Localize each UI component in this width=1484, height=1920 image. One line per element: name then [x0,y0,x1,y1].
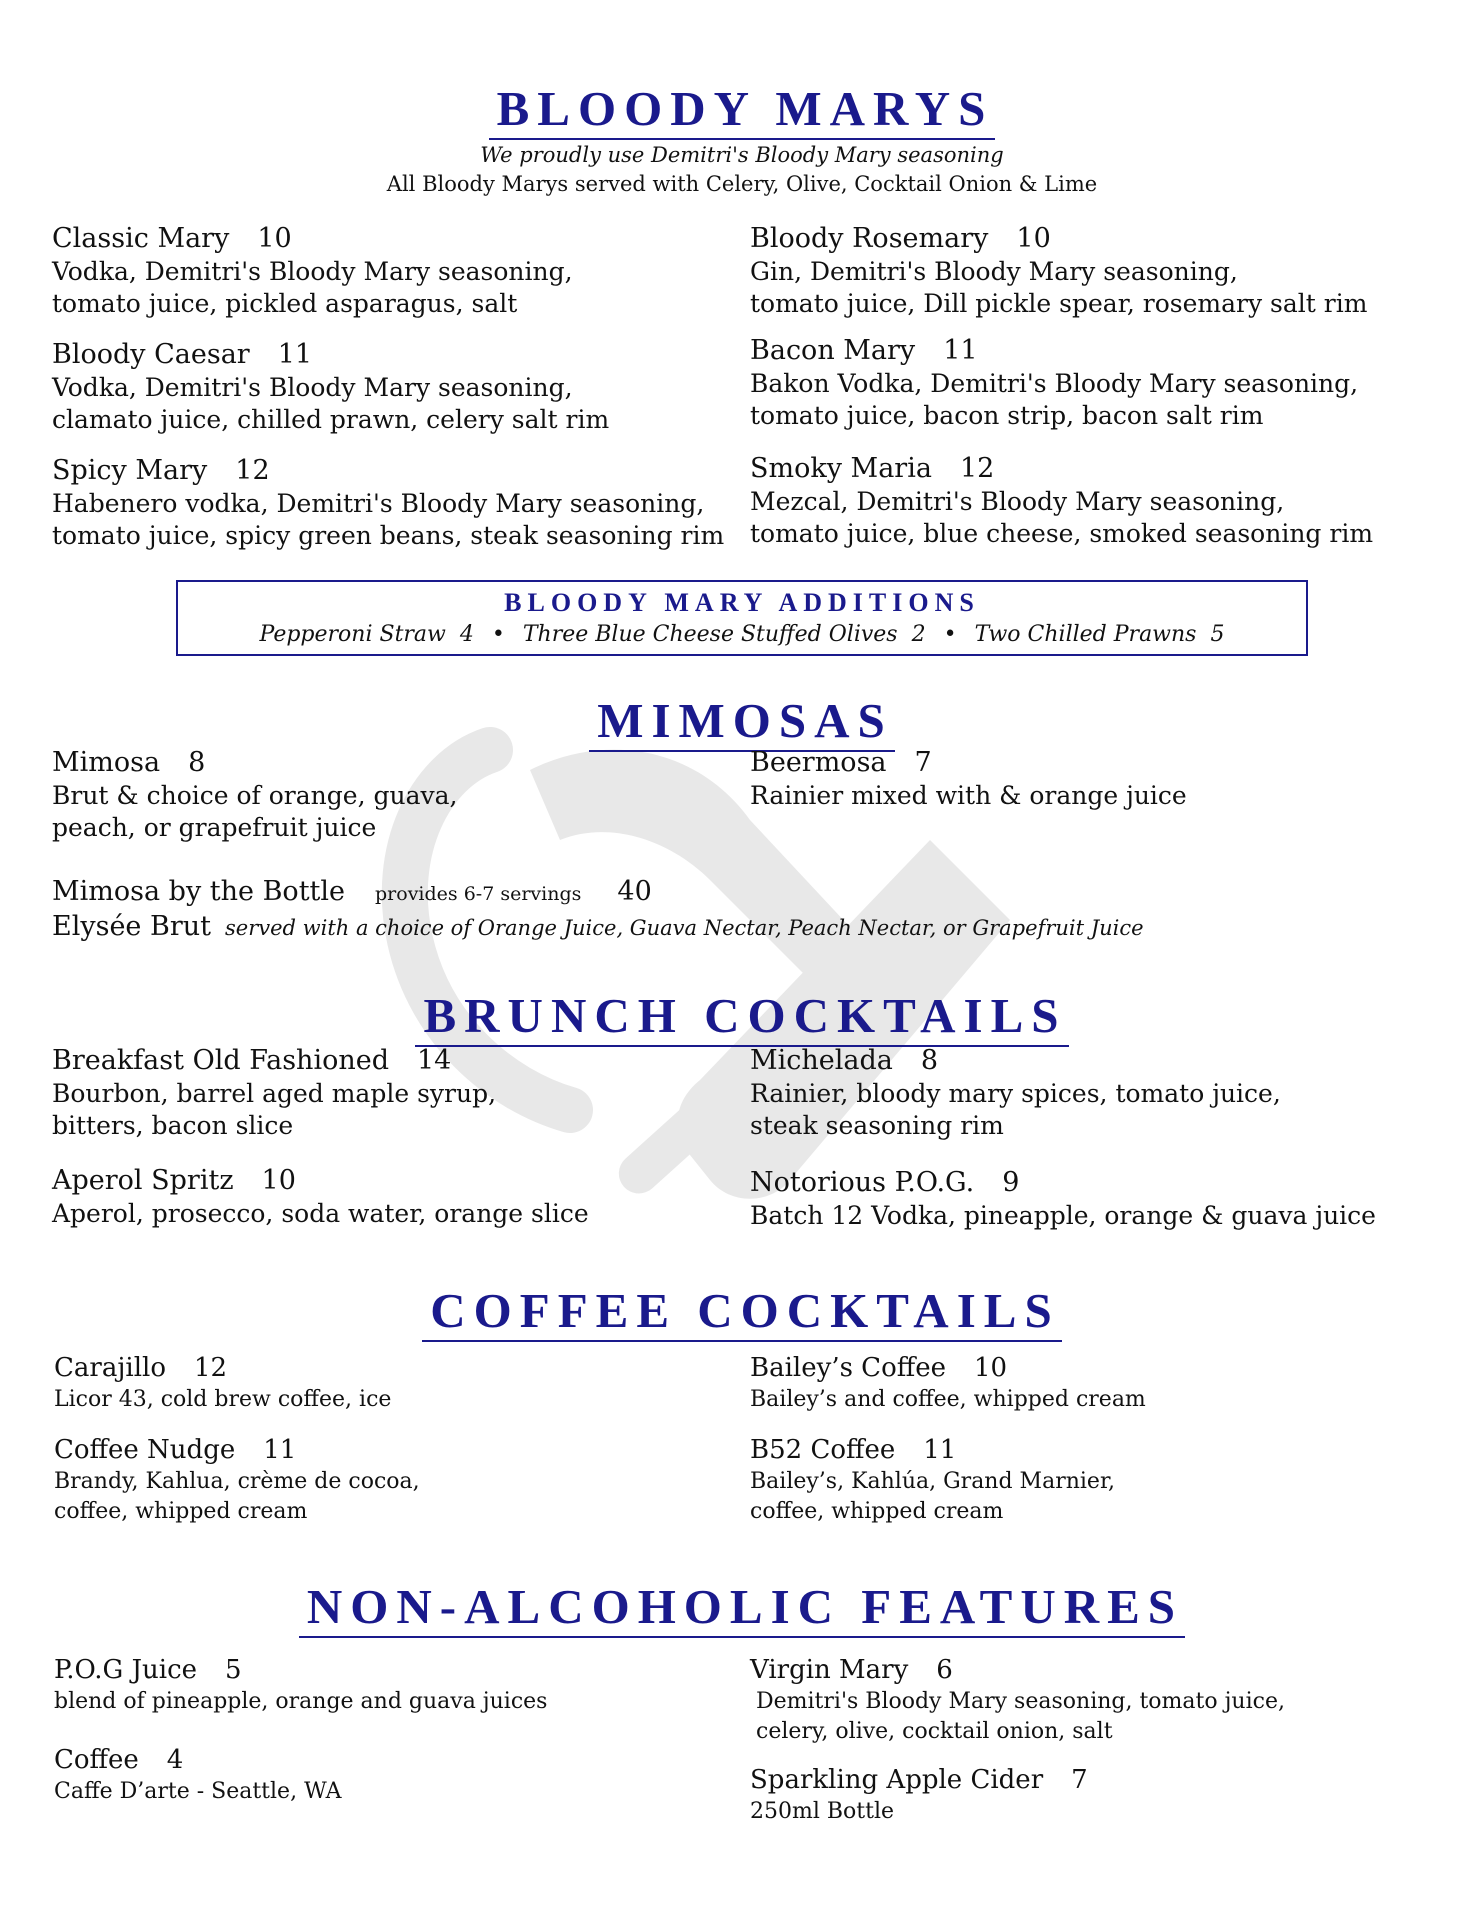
item-price: 4 [166,1745,184,1775]
addition-name: Pepperoni Straw [259,622,446,647]
menu-item [750,452,1373,550]
menu-item [750,334,1358,432]
bottle-wine: Elysée Brut [52,911,211,942]
section-title-bloody-marys: BLOODY MARYS [0,84,1484,140]
menu-item [54,1654,547,1717]
item-description: 250ml Bottle [750,1798,895,1824]
item-description: Habenero vodka, Demitri's Bloody Mary seasoning, tomato juice, spicy green beans, steak seasoning rim [52,488,725,550]
item-description: Rainier, bloody mary spices, tomato juice, steak seasoning rim [750,1078,1281,1140]
addition-name: Two Chilled Prawns [974,622,1197,647]
item-description: Caffe D’arte - Seattle, WA [54,1778,342,1804]
item-description: Vodka, Demitri's Bloody Mary seasoning, clamato juice, chilled prawn, celery salt rim [52,372,610,434]
item-name: B52 Coffee [750,1435,896,1465]
menu-item [52,222,573,320]
menu-item [750,746,1187,812]
item-description: Licor 43, cold brew coffee, ice [54,1386,392,1412]
seasoning-note: We proudly use Demitri's Bloody Mary seasoning [480,143,1004,167]
item-description: Bailey’s and coffee, whipped cream [750,1386,1146,1412]
item-description: Brut & choice of orange, guava, peach, or grapefruit juice [52,780,458,842]
item-name: P.O.G Juice [54,1655,198,1685]
item-name: Bacon Mary [750,335,916,366]
item-name: Spicy Mary [52,455,208,486]
item-name: Sparkling Apple Cider [750,1765,1044,1795]
menu-item [52,1044,496,1142]
menu-item [750,222,1367,320]
item-price: 11 [263,1435,297,1465]
bottle-price: 40 [617,876,652,907]
bottle-name: Mimosa by the Bottle [52,876,346,907]
item-name: Smoky Maria [750,453,932,484]
item-price: 14 [417,1045,452,1076]
item-price: 7 [1071,1765,1088,1795]
item-description: Aperol, prosecco, soda water, orange slice [52,1198,589,1228]
item-description: Batch 12 Vodka, pineapple, orange & guava juice [750,1200,1376,1230]
item-description: Mezcal, Demitri's Bloody Mary seasoning, tomato juice, blue cheese, smoked seasoning rim [750,486,1374,548]
addition-price: 4 [459,622,474,647]
item-name: Mimosa [52,747,161,778]
item-name: Notorious P.O.G. [750,1167,975,1198]
item-description: Brandy, Kahlua, crème de cocoa, coffee, whipped cream [54,1468,420,1524]
section-title-mimosas: MIMOSAS [0,696,1484,752]
item-price: 10 [261,1165,296,1196]
item-description: Bailey’s, Kahlúa, Grand Marnier, coffee, whipped cream [750,1468,1116,1524]
additions-list [178,622,1306,647]
item-description: blend of pineapple, orange and guava juices [54,1688,548,1714]
bottle-item [52,876,1144,942]
item-price: 5 [225,1655,242,1685]
menu-item [750,1044,1281,1142]
item-name: Aperol Spritz [52,1165,234,1196]
item-name: Bloody Rosemary [750,223,989,254]
menu-item [750,1166,1376,1232]
bottle-note: served with a choice of Orange Juice, Guava Nectar, Peach Nectar, or Grapefruit Juice [224,916,1144,940]
additions-title: BLOODY MARY ADDITIONS [504,588,980,617]
item-description: Gin, Demitri's Bloody Mary seasoning, tomato juice, Dill pickle spear, rosemary salt rim [750,256,1368,318]
item-name: Carajillo [54,1353,166,1383]
item-price: 7 [914,747,932,778]
addition-price: 2 [911,622,926,647]
item-description: Bakon Vodka, Demitri's Bloody Mary seasoning, tomato juice, bacon strip, bacon salt rim [750,368,1359,430]
separator-dot: • [491,622,505,647]
section-title-brunch-cocktails: BRUNCH COCKTAILS [0,991,1484,1047]
item-name: Breakfast Old Fashioned [52,1045,389,1076]
section-title-non-alcoholic: NON-ALCOHOLIC FEATURES [0,1582,1484,1638]
item-price: 12 [235,455,270,486]
item-price: 8 [188,747,206,778]
menu-item [52,746,457,844]
separator-dot: • [943,622,957,647]
menu-item [750,1352,1146,1415]
item-name: Coffee [54,1745,139,1775]
item-price: 8 [920,1045,939,1076]
item-name: Bailey’s Coffee [750,1353,946,1383]
additions-box [176,580,1308,656]
item-name: Classic Mary [52,223,230,254]
menu-item [750,1764,1088,1827]
item-name: Michelada [750,1045,893,1076]
item-name: Beermosa [750,747,887,778]
item-name: Bloody Caesar [52,339,250,370]
addition-name: Three Blue Cheese Stuffed Olives [522,622,898,647]
item-price: 10 [257,223,292,254]
menu-item [750,1434,1115,1527]
item-price: 9 [1002,1167,1020,1198]
item-price: 10 [1016,223,1051,254]
menu-item [54,1352,391,1415]
item-description: Bourbon, barrel aged maple syrup, bitters, bacon slice [52,1078,497,1140]
item-price: 6 [936,1655,953,1685]
item-price: 12 [959,453,995,484]
section-title-coffee-cocktails: COFFEE COCKTAILS [0,1286,1484,1342]
item-price: 11 [943,335,978,366]
item-description: Vodka, Demitri's Bloody Mary seasoning, tomato juice, pickled asparagus, salt [52,256,573,318]
menu-item [52,1164,589,1230]
item-price: 10 [973,1353,1008,1383]
menu-item [54,1434,420,1527]
item-price: 12 [194,1353,228,1383]
menu-item [750,1654,1285,1747]
menu-item [52,338,609,436]
item-name: Coffee Nudge [54,1435,236,1465]
item-description: Rainier mixed with & orange juice [750,780,1187,810]
menu-item [54,1744,341,1807]
item-price: 11 [923,1435,957,1465]
item-price: 11 [277,339,313,370]
addition-price: 5 [1210,622,1225,647]
bottle-servings: provides 6-7 servings [375,883,582,905]
garnish-note: All Bloody Marys served with Celery, Olive, Cocktail Onion & Lime [386,172,1098,196]
menu-item [52,454,724,552]
item-name: Virgin Mary [750,1655,909,1685]
item-description: Demitri's Bloody Mary seasoning, tomato juice, celery, olive, cocktail onion, salt [756,1688,1285,1744]
